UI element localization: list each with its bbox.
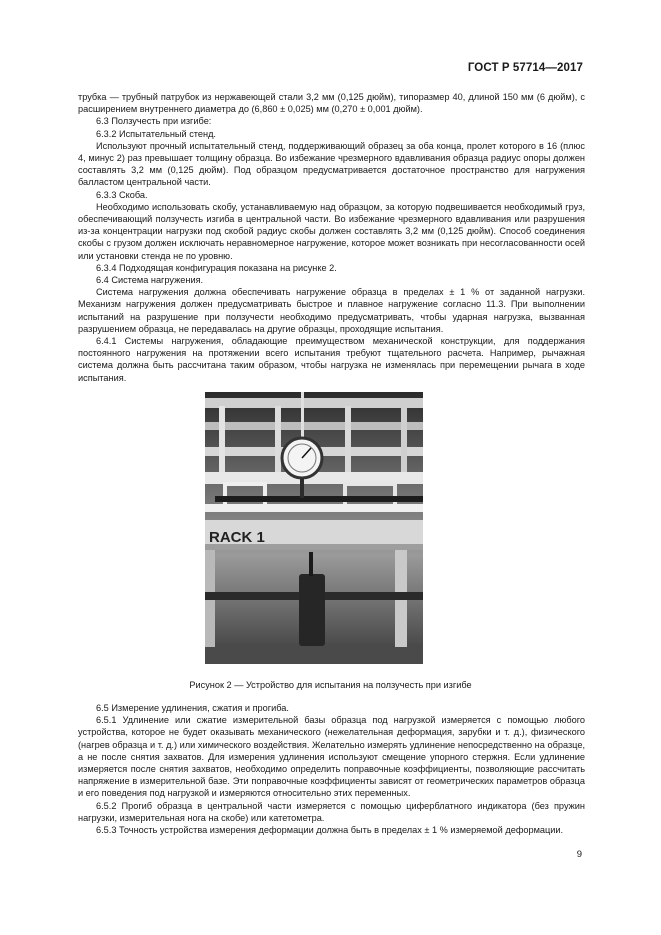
upper-text: [78, 91, 585, 384]
paragraph: Необходимо использовать скобу, устанавливаемую над образцом, за которую подвешивается необходимый груз, обеспечивающий ползучесть изгиба в центральной части. Во избежание чрезмерного вдавливания или разрушения из-за концентрации нагрузки под скобой радиус скобы должен составлять 3,2 мм (0,125 дюйм). Способ соединения скобы с грузом должен исключать неравномерное нагружение, которое может возникать при несогласованности осей или установки стенда не по уровню.: [78, 201, 585, 261]
paragraph: 6.5.2 Прогиб образца в центральной части измеряется с помощью циферблатного индикатора (без пружин нагрузки, измерительная нога на скобе) или катетометра.: [78, 800, 585, 823]
paragraph: Используют прочный испытательный стенд, поддерживающий образец за оба конца, пролет которого в 16 (плюс 4, минус 2) раз превышает толщину образца. Во избежание чрезмерного вдавливания образца радиус опоры должен составлять 3,2 мм (0,125 дюйм). Под образцом предусматривается достаточное пространство для нагружения балластом центральной части.: [78, 140, 585, 188]
paragraph: 6.3.4 Подходящая конфигурация показана на рисунке 2.: [96, 262, 337, 273]
paragraph: 6.5.1 Удлинение или сжатие измерительной базы образца под нагрузкой измеряется с помощью любого устройства, которое не будет оказывать механического (нежелательная деформация, зарубки и т. д.), физического (нагрев образца и т. д.) или химического воздействия. Желательно измерять удлинение непосредственно на образце, а не после снятия захватов. Для измерения удлинения используют смещение упорного стержня. Если удлинение измеряется после снятия захватов, необходимо определить поправочные коэффициенты, позволяющие рассчитать напряжение в измерительной базе. Эти поправочные коэффициенты зависят от геометрических параметров образца и его поведения под нагрузкой и измеряются относительно этих переменных.: [78, 715, 585, 799]
figure-caption: Рисунок 2 — Устройство для испытания на ползучесть при изгибе: [189, 680, 472, 690]
section-heading: 6.5 Измерение удлинения, сжатия и прогиба.: [96, 703, 289, 713]
paragraph: Система нагружения должна обеспечивать нагружение образца в пределах ± 1 % от заданной нагрузки. Механизм нагружения должен предусматривать быстрое и плавное нагружение согласно 11.3. При выполнении испытаний на разрушение при ползучести необходимо предусматривать, чтобы ударная нагрузка, вызванная разрушением образца, не передавалась на другие образцы, проходящие испытания.: [78, 287, 585, 334]
rack-label: RACK 1: [209, 529, 265, 546]
figure-photo: [205, 392, 423, 664]
page-number: 9: [576, 849, 582, 860]
lower-text: [78, 702, 585, 836]
paragraph: 6.4.1 Системы нагружения, обладающие преимуществом механической конструкции, для поддержания постоянного нагружения на протяжении всего испытания требуют тщательного расчета. Например, рычажная система должна быть рассчитана таким образом, чтобы нагрузка не изменялась при перемещении рычага в ходе испытания.: [78, 336, 585, 383]
standard-number: ГОСТ Р 57714—2017: [467, 62, 583, 74]
paragraph: 6.5.3 Точность устройства измерения деформации должна быть в пределах ± 1 % измеряемой деформации.: [96, 825, 564, 836]
section-heading: 6.4 Система нагружения.: [96, 275, 204, 286]
section-heading: 6.3.2 Испытательный стенд.: [96, 128, 216, 139]
paragraph: трубка — трубный патрубок из нержавеющей стали 3,2 мм (0,125 дюйм), типоразмер 40, длиной 150 мм (6 дюйм), с расширением внутреннего диаметра до (6,860 ± 0,025) мм (0,270 ± 0,001 дюйм).: [78, 92, 585, 115]
section-heading: 6.3.3 Скоба.: [96, 189, 148, 200]
section-heading: 6.3 Ползучесть при изгибе:: [96, 116, 212, 127]
